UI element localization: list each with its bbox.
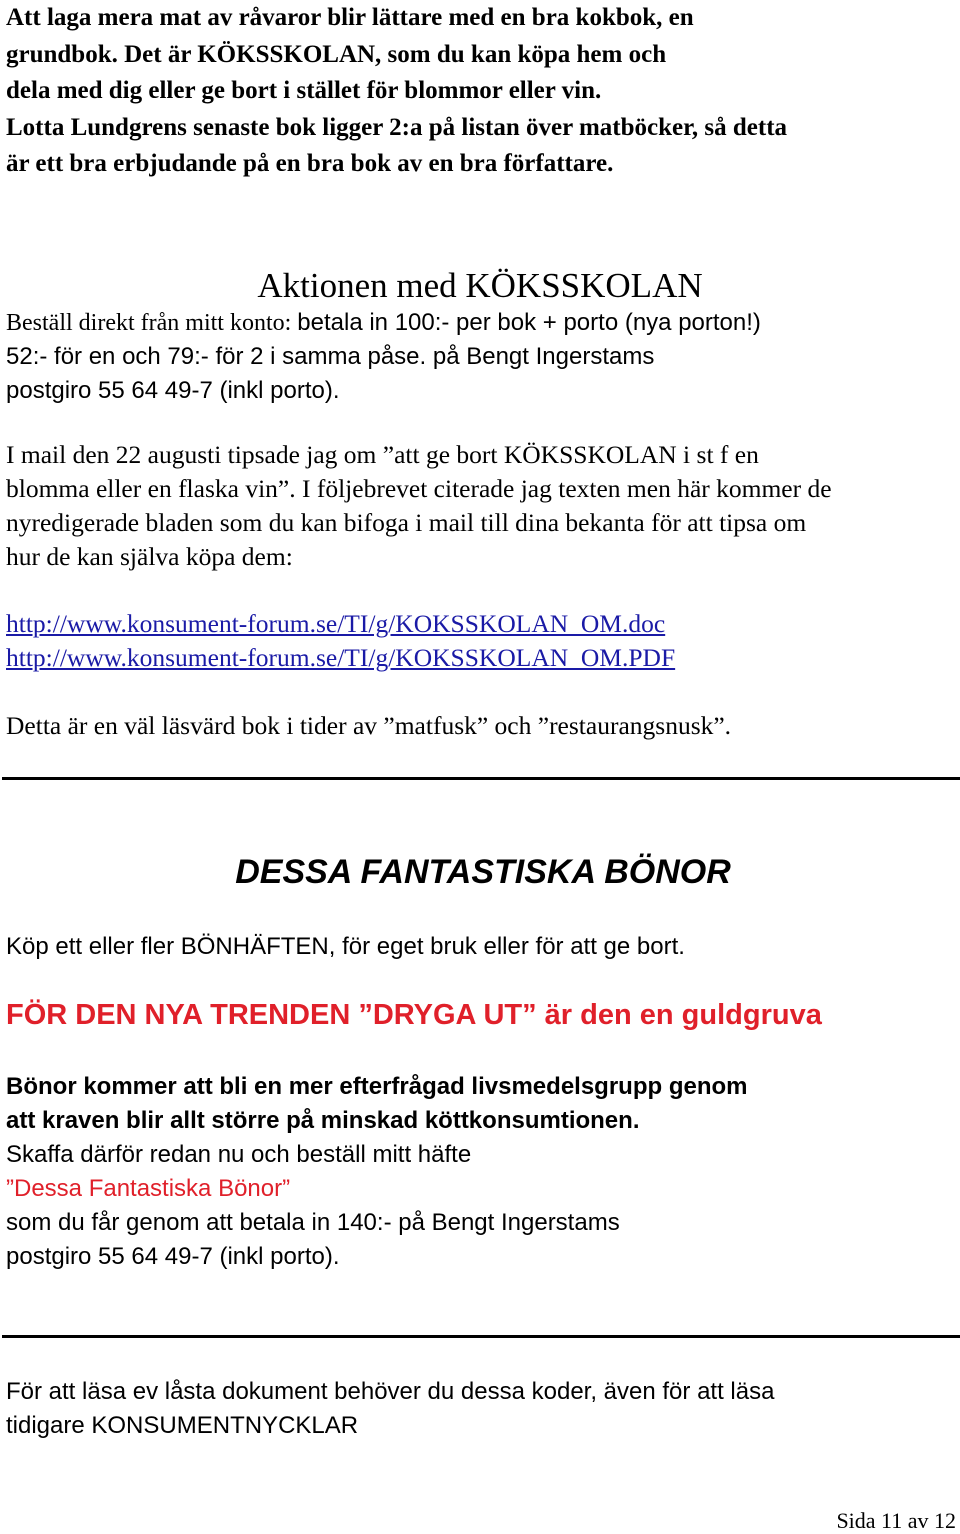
order-line-1: [6, 309, 761, 337]
link-doc[interactable]: http://www.konsument-forum.se/TI/g/KOKSSKOLAN_OM.doc: [6, 609, 666, 638]
divider: [2, 777, 960, 780]
divider: [2, 1335, 960, 1338]
bonor-title: ”Dessa Fantastiska Bönor”: [6, 1175, 291, 1202]
bonor-heading: DESSA FANTASTISKA BÖNOR: [235, 853, 731, 891]
order-line-3: postgiro 55 64 49-7 (inkl porto).: [6, 377, 340, 404]
mail-line: I mail den 22 augusti tipsade jag om ”att ge bort KÖKSSKOLAN i st f en: [6, 440, 759, 469]
intro-line: grundbok. Det är KÖKSSKOLAN, som du kan köpa hem och: [6, 40, 667, 68]
intro-line: dela med dig eller ge bort i stället för blommor eller vin.: [6, 77, 602, 104]
page-number: Sida 11 av 12: [836, 1508, 956, 1533]
intro-paragraph: [6, 0, 954, 183]
closing-line: Detta är en väl läsvärd bok i tider av ”matfusk” och ”restaurangsnusk”.: [6, 711, 732, 740]
bold-line-1: Bönor kommer att bli en mer efterfrågad livsmedelsgrupp genom: [6, 1073, 748, 1100]
bonor-line-3: Skaffa därför redan nu och beställ mitt häfte: [6, 1141, 472, 1168]
buy-line: Köp ett eller fler BÖNHÄFTEN, för eget bruk eller för att ge bort.: [6, 933, 685, 960]
aktion-title: Aktionen med KÖKSSKOLAN: [257, 266, 703, 305]
order-price: betala in 100:- per bok + porto (nya porton!): [297, 309, 761, 336]
order-line-2: 52:- för en och 79:- för 2 i samma påse. på Bengt Ingerstams: [6, 343, 655, 370]
bonor-line-6: postgiro 55 64 49-7 (inkl porto).: [6, 1243, 340, 1270]
intro-line: Att laga mera mat av råvaror blir lättare med en bra kokbok, en: [6, 4, 694, 31]
bold-line-2: att kraven blir allt större på minskad köttkonsumtionen.: [6, 1107, 640, 1134]
intro-line: är ett bra erbjudande på en bra bok av en bra författare.: [6, 150, 614, 177]
link-pdf[interactable]: http://www.konsument-forum.se/TI/g/KOKSSKOLAN_OM.PDF: [6, 643, 676, 672]
intro-line: Lotta Lundgrens senaste bok ligger 2:a på listan över matböcker, så detta: [6, 113, 788, 141]
bonor-line-5: som du får genom att betala in 140:- på Bengt Ingerstams: [6, 1209, 620, 1236]
mail-line: blomma eller en flaska vin”. I följebrevet citerade jag texten men här kommer de: [6, 474, 832, 503]
order-prefix: Beställ direkt från mitt konto:: [6, 310, 298, 336]
locked-line-2: tidigare KONSUMENTNYCKLAR: [6, 1412, 359, 1439]
locked-line-1: För att läsa ev låsta dokument behöver du dessa koder, även för att läsa: [6, 1378, 775, 1405]
mail-line: nyredigerade bladen som du kan bifoga i mail till dina bekanta för att tipsa om: [6, 508, 807, 537]
trend-line: FÖR DEN NYA TRENDEN ”DRYGA UT” är den en guldgruva: [6, 999, 822, 1031]
mail-line: hur de kan själva köpa dem:: [6, 542, 293, 571]
